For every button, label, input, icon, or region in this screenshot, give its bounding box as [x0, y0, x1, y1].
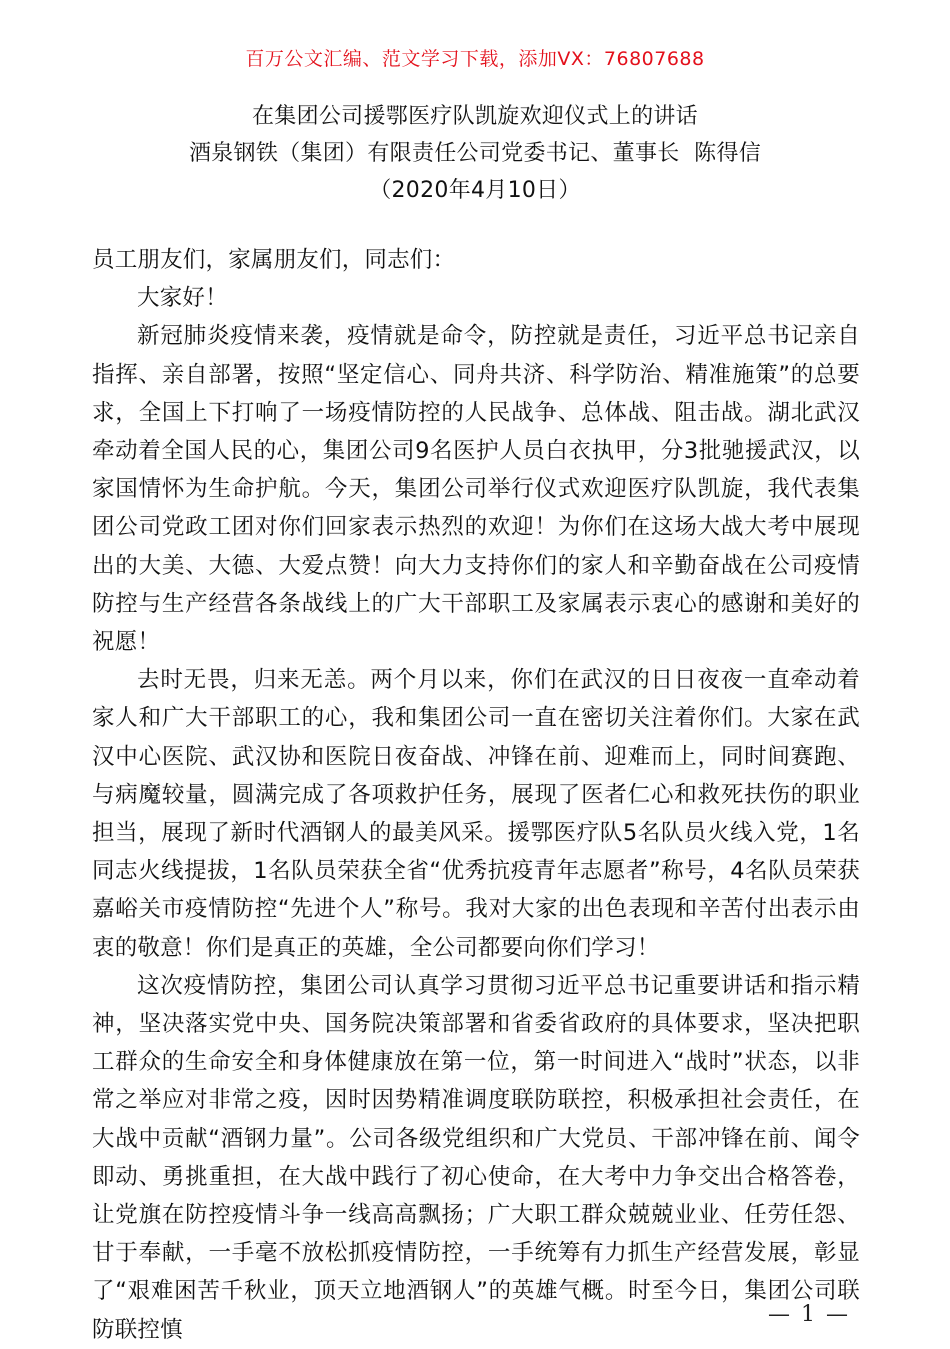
- greeting: 大家好！: [137, 285, 228, 312]
- speech-date: （2020年4月10日）: [369, 178, 581, 203]
- paragraph: 新冠肺炎疫情来袭，疫情就是命令，防控就是责任，习近平总书记亲自指挥、亲自部署，按照“坚定信心、同舟共济、科学防治、精准施策”的总要求，全国上下打响了一场疫情防控的人民战争、总体战、阻击战。湖北武汉牵动着全国人民的心，集团公司9名医护人员白衣执甲，分3批驰援武汉，以家国情怀为生命护航。今天，集团公司举行仪式欢迎医疗队凯旋，我代表集团公司党政工团对你们回家表示热烈的欢迎！为你们在这场大战大考中展现出的大美、大德、大爱点赞！向大力支持你们的家人和辛勤奋战在公司疫情防控与生产经营各条战线上的广大干部职工及家属表示衷心的感谢和美好的祝愿！: [92, 323, 860, 656]
- salutation: 员工朋友们，家属朋友们，同志们：: [92, 247, 456, 273]
- page-number: — 1 —: [768, 1302, 850, 1327]
- promo-banner: 百万公文汇编、范文学习下载，添加VX：76807688: [245, 48, 705, 70]
- speech-title: 在集团公司援鄂医疗队凯旋欢迎仪式上的讲话: [251, 104, 698, 129]
- paragraph: 这次疫情防控，集团公司认真学习贯彻习近平总书记重要讲话和指示精神，坚决落实党中央、国务院决策部署和省委省政府的具体要求，坚决把职工群众的生命安全和身体健康放在第一位，第一时间进入“战时”状态，以非常之举应对非常之疫，因时因势精准调度联防联控，积极承担社会责任，在大战中贡献“酒钢力量”。公司各级党组织和广大党员、干部冲锋在前、闻令即动、勇挑重担，在大战中践行了初心使命，在大考中力争交出合格答卷，让党旗在防控疫情斗争一线高高飘扬；广大职工群众兢兢业业、任劳任怨、甘于奉献，一手毫不放松抓疫情防控，一手统筹有力抓生产经营发展，彰显了“艰难困苦千秋业，顶天立地酒钢人”的英雄气概。时至今日，集团公司联防联控慎: [92, 972, 860, 1343]
- speaker-line: 酒泉钢铁（集团）有限责任公司党委书记、董事长 陈得信: [188, 141, 762, 166]
- paragraph: 去时无畏，归来无恙。两个月以来，你们在武汉的日日夜夜一直牵动着家人和广大干部职工的心，我和集团公司一直在密切关注着你们。大家在武汉中心医院、武汉协和医院日夜奋战、冲锋在前、迎难而上，同时间赛跑、与病魔较量，圆满完成了各项救护任务，展现了医者仁心和救死扶伤的职业担当，展现了新时代酒钢人的最美风采。援鄂医疗队5名队员火线入党，1名同志火线提拔，1名队员荣获全省“优秀抗疫青年志愿者”称号，4名队员荣获嘉峪关市疫情防控“先进个人”称号。我对大家的出色表现和辛苦付出表示由衷的敬意！你们是真正的英雄，全公司都要向你们学习！: [92, 667, 860, 961]
- speech-heading: [0, 98, 950, 209]
- speech-body: [92, 241, 860, 1349]
